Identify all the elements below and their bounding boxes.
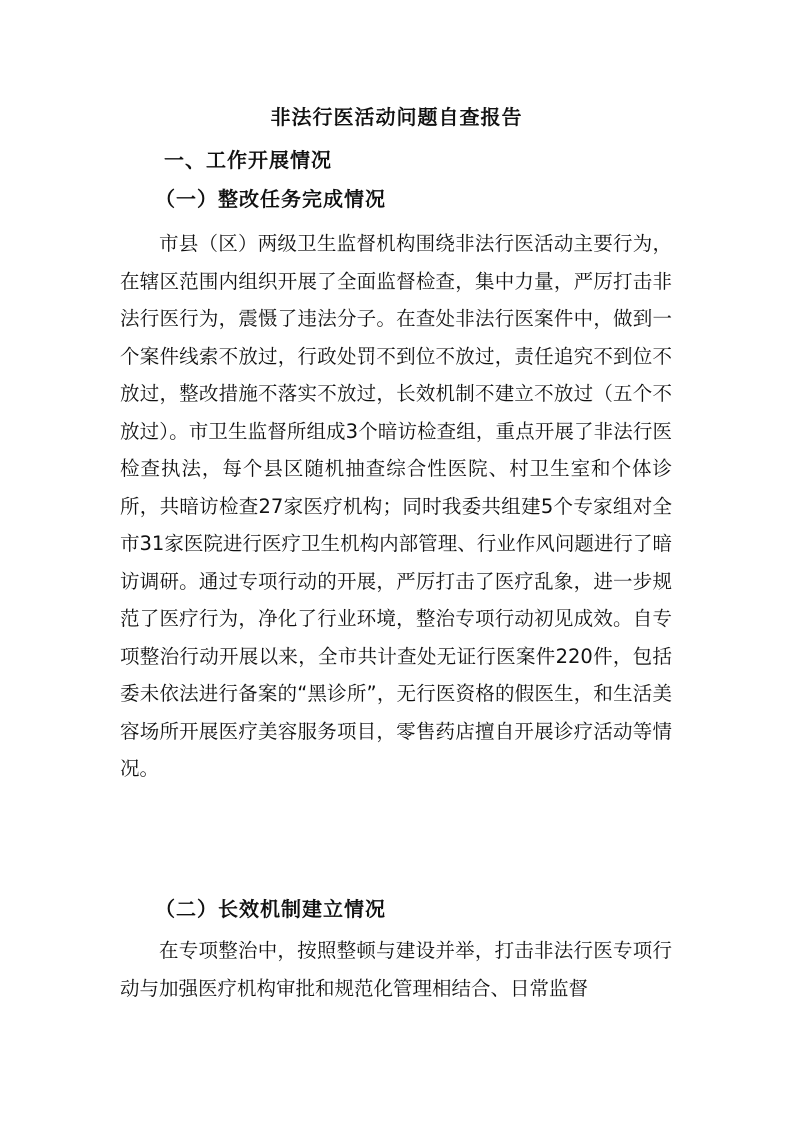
paragraph-rectification: 市县（区）两级卫生监督机构围绕非法行医活动主要行为，在辖区范围内组织开展了全面监督检查，集中力量，严厉打击非法行医行为，震慑了违法分子。在查处非法行医案件中，做到一个案件线索不放过，行政处罚不到位不放过，责任追究不到位不放过，整改措施不落实不放过，长效机制不建立不放过（五个不放过）。市卫生监督所组成3个暗访检查组，重点开展了非法行医检查执法，每个县区随机抽查综合性医院、村卫生室和个体诊所，共暗访检查27家医疗机构；同时我委共组建5个专家组对全市31家医院进行医疗卫生机构内部管理、行业作风问题进行了暗访调研。通过专项行动的开展，严厉打击了医疗乱象，进一步规范了医疗行为，净化了行业环境，整治专项行动初见成效。自专项整治行动开展以来，全市共计查处无证行医案件220件，包括委未依法进行备案的“黑诊所”，无行医资格的假医生，和生活美容场所开展医疗美容服务项目，零售药店擅自开展诊疗活动等情况。 bbox=[120, 232, 672, 780]
section-heading-work-progress: 一、工作开展情况 bbox=[164, 148, 332, 172]
subsection-heading-long-term-mechanism: （二）长效机制建立情况 bbox=[155, 897, 386, 921]
document-title: 非法行医活动问题自查报告 bbox=[270, 105, 523, 129]
paragraph-long-term-mechanism: 在专项整治中，按照整顿与建设并举，打击非法行医专项行动与加强医疗机构审批和规范化管理相结合、日常监督 bbox=[120, 939, 672, 1000]
subsection-heading-rectification: （一）整改任务完成情况 bbox=[155, 187, 386, 211]
